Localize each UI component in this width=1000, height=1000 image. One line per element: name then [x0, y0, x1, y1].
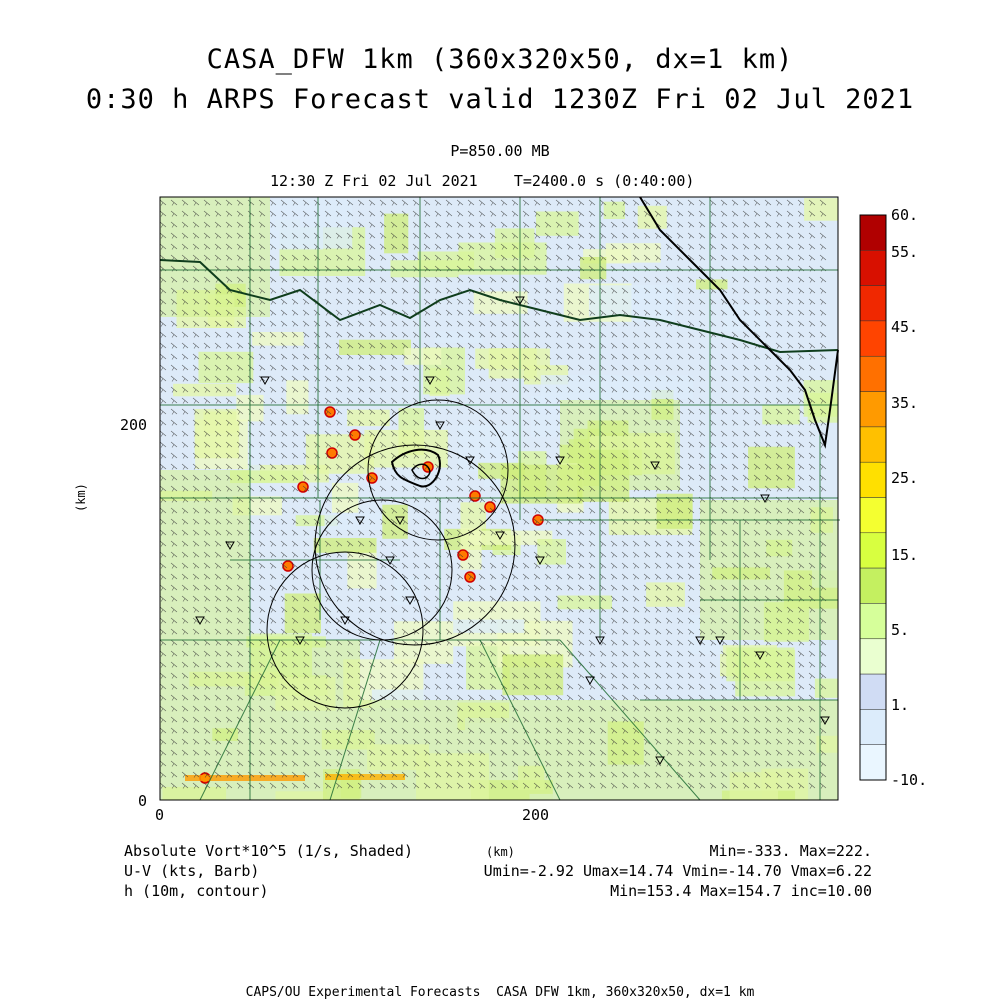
vorticity-patch	[748, 447, 795, 489]
colorbar-label: 60.	[891, 206, 919, 224]
colorbar-segment	[860, 498, 886, 533]
vorticity-region	[560, 400, 680, 490]
vorticity-patch	[391, 260, 459, 277]
vorticity-patch	[657, 494, 693, 529]
colorbar-segment	[860, 321, 886, 356]
x-axis-label: (km)	[486, 845, 515, 859]
colorbar-label: 1.	[891, 696, 910, 714]
vorticity-patch	[726, 648, 794, 682]
vorticity-patch	[325, 512, 385, 531]
colorbar-segment	[860, 286, 886, 321]
legend-field3-stats: Min=153.4 Max=154.7 inc=10.00	[610, 882, 872, 900]
vorticity-patch	[195, 409, 239, 458]
vorticity-patch	[339, 340, 411, 355]
pressure-level: P=850.00 MB	[450, 142, 550, 160]
colorbar-segment	[860, 568, 886, 603]
legend-field1: Absolute Vort*10^5 (1/s, Shaded)	[124, 842, 413, 860]
colorbar-label: 15.	[891, 546, 919, 564]
vorticity-patch	[815, 679, 838, 698]
colorbar	[860, 206, 927, 789]
y-axis-label: (km)	[74, 483, 88, 512]
x-tick-0: 0	[155, 806, 165, 824]
colorbar-segment	[860, 356, 886, 391]
colorbar-segment	[860, 709, 886, 744]
vorticity-patch	[404, 348, 441, 365]
vorticity-patch	[478, 463, 524, 479]
colorbar-segment	[860, 392, 886, 427]
x-tick-200: 200	[522, 806, 550, 824]
vorticity-maximum	[327, 448, 337, 458]
colorbar-label: -10.	[891, 771, 928, 789]
legend-field1-stats: Min=-333. Max=222.	[709, 842, 872, 860]
vorticity-patch	[704, 446, 730, 464]
valid-time: 12:30 Z Fri 02 Jul 2021 T=2400.0 s (0:40:00)	[270, 172, 695, 190]
vorticity-patch	[502, 654, 563, 695]
vorticity-maximum	[465, 572, 475, 582]
vorticity-patch	[394, 577, 420, 605]
map-plot-area	[160, 197, 840, 800]
vorticity-region	[360, 700, 838, 800]
vorticity-patch	[286, 380, 308, 414]
legend-field2: U-V (kts, Barb)	[124, 862, 260, 880]
vorticity-maximum	[470, 491, 480, 501]
vorticity-maximum	[298, 482, 308, 492]
vorticity-patch	[460, 528, 481, 569]
footer-credit: CAPS/OU Experimental Forecasts CASA DFW 1km, 360x320x50, dx=1 km	[245, 985, 755, 1000]
y-tick-0: 0	[138, 792, 148, 810]
vorticity-patch	[804, 198, 838, 221]
colorbar-label: 55.	[891, 243, 919, 261]
vorticity-patch	[723, 305, 767, 332]
chart-title-line1: CASA_DFW 1km (360x320x50, dx=1 km)	[206, 44, 794, 75]
colorbar-segment	[860, 603, 886, 638]
vorticity-patch	[314, 538, 377, 553]
vorticity-maximum	[485, 502, 495, 512]
colorbar-segment	[860, 427, 886, 462]
colorbar-segment	[860, 250, 886, 285]
colorbar-segment	[860, 639, 886, 674]
vorticity-patch	[589, 285, 673, 316]
vorticity-patch	[762, 405, 799, 425]
y-tick-200: 200	[120, 416, 148, 434]
colorbar-label: 25.	[891, 469, 919, 487]
vorticity-region	[700, 500, 838, 640]
chart-title-line2: 0:30 h ARPS Forecast valid 1230Z Fri 02 Jul 2021	[85, 84, 915, 115]
vorticity-band	[185, 775, 305, 781]
colorbar-label: 45.	[891, 318, 919, 336]
vorticity-maximum	[325, 407, 335, 417]
legend-field2-stats: Umin=-2.92 Umax=14.74 Vmin=-14.70 Vmax=6.22	[483, 862, 872, 880]
vorticity-patch	[173, 384, 236, 397]
colorbar-segment	[860, 215, 886, 250]
vorticity-patch	[285, 594, 321, 634]
legend-field3: h (10m, contour)	[124, 882, 269, 900]
colorbar-segment	[860, 462, 886, 497]
vorticity-patch	[558, 596, 612, 610]
colorbar-segment	[860, 745, 886, 780]
vorticity-patch	[646, 582, 685, 606]
colorbar-label: 5.	[891, 621, 910, 639]
vorticity-patch	[394, 621, 453, 664]
colorbar-segment	[860, 674, 886, 709]
colorbar-segment	[860, 533, 886, 568]
vorticity-patch	[604, 202, 625, 219]
colorbar-label: 35.	[891, 394, 919, 412]
